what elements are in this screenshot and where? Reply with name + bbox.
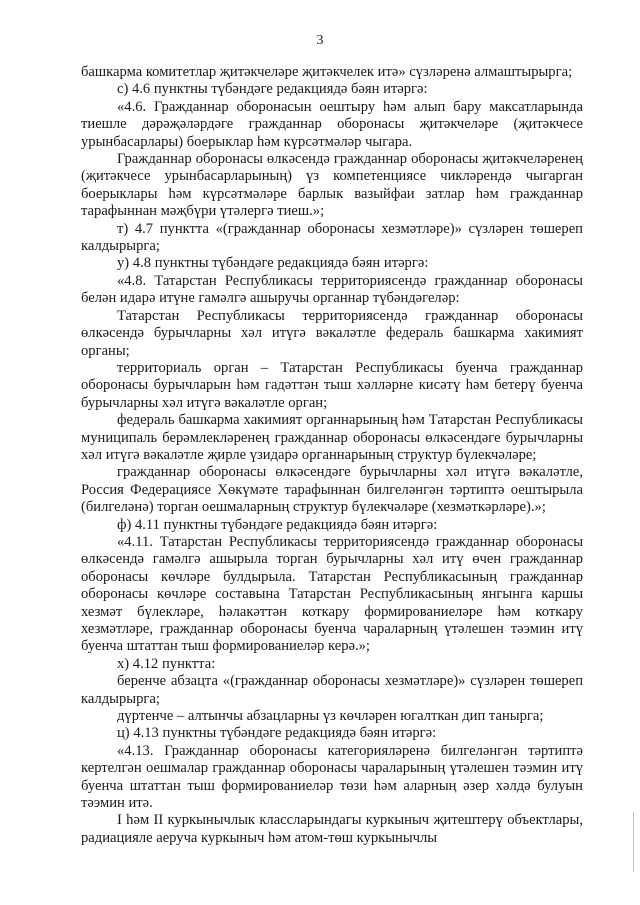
paragraph: х) 4.12 пунктта: [117, 655, 216, 672]
paragraph: ц) 4.13 пунктны түбәндәге редакциядә бәян итәргә: [117, 725, 437, 742]
scan-edge-mark [633, 812, 634, 872]
paragraph: беренче абзацта «(гражданнар оборонасы хезмәтләре)» сүзләрен төшереп калдырырга; [81, 673, 583, 707]
paragraph: т) 4.7 пунктта «(гражданнар оборонасы хезмәтләре)» сүзләрен төшереп калдырырга; [81, 220, 583, 255]
paragraph: федераль башкарма хакимият органнарының һәм Татарстан Республикасы муниципаль берәмлекләренең гражданнар оборонасы өлкәсендәге бурычларны хәл итүгә вәкаләтле җирле үзидарә органнарының структур бүлекчәләре; [81, 412, 583, 463]
paragraph: Гражданнар оборонасы өлкәсендә гражданнар оборонасы җитәкчеләренең (җитәкчесе урынбасарларының) үз компетенциясе чикләрендә чыгарган боерыклары һәм күрсәтмәләре барлык вазыйфаи затлар һәм гражданнар тарафыннан мәҗбүри үтәлергә тиеш.»; [81, 151, 583, 220]
paragraph: «4.6. Гражданнар оборонасын оештыру һәм алып бару максатларында тиешле дәрәҗәләрдәге гражданнар оборонасы җитәкчеләре (җитәкчесе урынбасарлары) боерыклар һәм күрсәтмәләр чыгара. [81, 98, 583, 150]
paragraph: башкарма комитетлар җитәкчеләре җитәкчелек итә» сүзләренә алмаштырырга; [81, 64, 573, 80]
paragraph: I һәм II куркынычлык классларындагы куркыныч җитештерү объектлары, радиацияле аеруча куркыныч һәм атом-төш куркынычлы [81, 812, 583, 846]
paragraph: дүртенче – алтынчы абзацларны үз көчләрен югалткан дип танырга; [117, 708, 544, 725]
paragraph: Татарстан Республикасы территориясендә гражданнар оборонасы өлкәсендә бурычларны хәл итүгә вәкаләтле федераль башкарма хакимият органы; [81, 307, 583, 359]
paragraph: с) 4.6 пунктны түбәндәге редакциядә бәян итәргә: [117, 81, 428, 98]
paragraph: территориаль орган – Татарстан Республикасы буенча гражданнар оборонасы бурычларын һәм гадәттән тыш хәлләрне кисәтү һәм бетерү буенча бурычларны хәл итүгә вәкаләтле орган; [81, 359, 583, 411]
document-body [81, 64, 583, 847]
paragraph: «4.13. Гражданнар оборонасы категорияләренә билгеләнгән тәртиптә кертелгән оешмалар гражданнар оборонасы чараларының үтәлешен тәэмин итү буенча штаттан тыш формированиеләр төзи һәм аларның әзер хәлдә булуын тәэмин итә. [81, 742, 583, 812]
paragraph: «4.11. Татарстан Республикасы территориясендә гражданнар оборонасы өлкәсендә гамәлгә ашырыла торган бурычларны хәл итү өчен гражданнар оборонасы көчләре булдырыла. Татарстан Республикасының гражданнар оборонасы көчләре составына Татарстан Республикасының янгынга каршы хезмәт бүлекләре, һәлакәттән коткару формированиеләре һәм коткару хезмәтләре, гражданнар оборонасы буенча чараларның үтәлешен тәэмин итү буенча штаттан тыш формированиеләр керә.»; [81, 533, 583, 655]
paragraph: «4.8. Татарстан Республикасы территориясендә гражданнар оборонасы белән идарә итүне гамәлгә ашыручы органнар түбәндәгеләр: [81, 272, 583, 307]
page-number: 3 [316, 33, 324, 48]
paragraph: ф) 4.11 пунктны түбәндәге редакциядә бәян итәргә: [117, 516, 438, 533]
paragraph: гражданнар оборонасы өлкәсендәге бурычларны хәл итүгә вәкаләтле, Россия Федерациясе Хөкүмәте тарафыннан билгеләнгән тәртиптә оештырыла (билгеләнә) торган оешмаларның структур бүлекчәләре (хезмәткәрләре).»; [81, 464, 583, 516]
paragraph: у) 4.8 пунктны түбәндәге редакциядә бәян итәргә: [117, 255, 429, 272]
